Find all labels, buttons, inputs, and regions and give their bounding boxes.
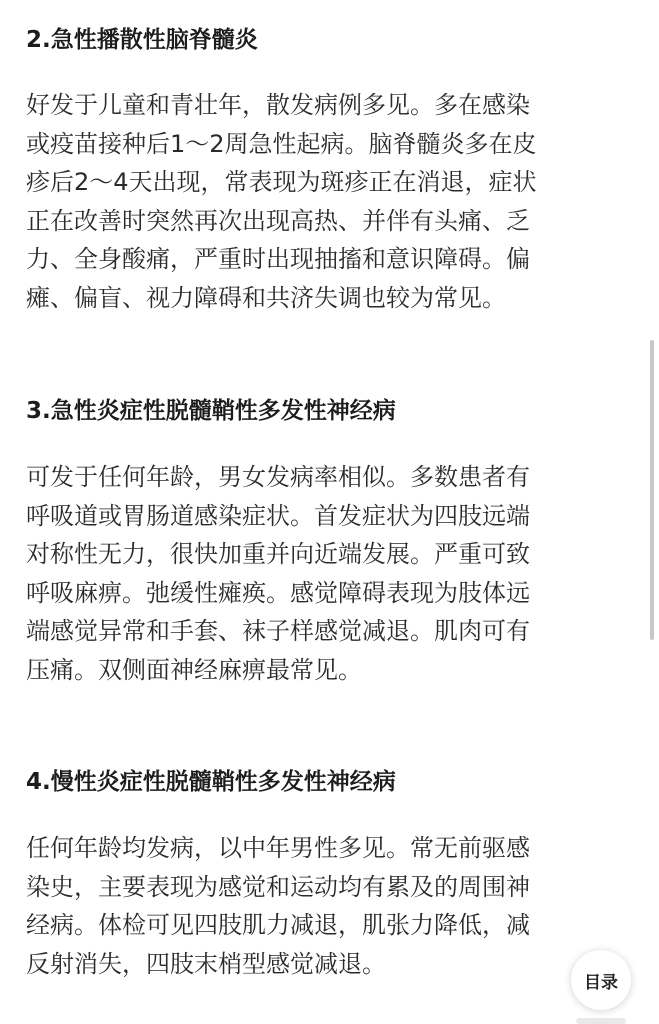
section-heading-4: 4.慢性炎症性脱髓鞘性多发性神经病 [26, 769, 396, 795]
paragraph-line: 反射消失，四肢末梢型感觉减退。 [26, 949, 386, 978]
paragraph-line: 呼吸道或胃肠道感染症状。首发症状为四肢远端 [26, 501, 530, 530]
paragraph-line: 力、全身酸痛，严重时出现抽搐和意识障碍。偏 [26, 245, 530, 273]
paragraph-line: 任何年龄均发病，以中年男性多见。常无前驱感 [26, 834, 530, 862]
paragraph-line: 好发于儿童和青壮年，散发病例多见。多在感染 [26, 91, 530, 119]
paragraph-line: 或疫苗接种后1～2周急性起病。脑脊髓炎多在皮 [26, 129, 537, 158]
paragraph-line: 经病。体检可见四肢肌力减退，肌张力降低，减 [26, 911, 530, 939]
bottom-handle [576, 1018, 626, 1024]
paragraph-line: 正在改善时突然再次出现高热、并伴有头痛、乏 [26, 206, 530, 235]
section-paragraph-2 [26, 86, 537, 317]
toc-button[interactable] [571, 950, 631, 1010]
paragraph-line: 瘫、偏盲、视力障碍和共济失调也较为常见。 [26, 283, 506, 312]
section-heading-3: 3.急性炎症性脱髓鞘性多发性神经病 [26, 398, 396, 424]
toc-button-label: 目录 [584, 972, 618, 993]
paragraph-line: 可发于任何年龄，男女发病率相似。多数患者有 [26, 463, 530, 491]
section-paragraph-3 [26, 458, 530, 689]
section-paragraph-4 [26, 829, 530, 983]
paragraph-line: 压痛。双侧面神经麻痹最常见。 [26, 655, 362, 684]
section-heading-2: 2.急性播散性脑脊髓炎 [26, 27, 258, 53]
paragraph-line: 疹后2～4天出现，常表现为斑疹正在消退，症状 [26, 168, 537, 196]
paragraph-line: 染史，主要表现为感觉和运动均有累及的周围神 [26, 872, 530, 901]
scrollbar[interactable] [650, 340, 654, 640]
paragraph-line: 端感觉异常和手套、袜子样感觉减退。肌肉可有 [26, 617, 530, 645]
paragraph-line: 对称性无力，很快加重并向近端发展。严重可致 [26, 540, 530, 568]
paragraph-line: 呼吸麻痹。弛缓性瘫痪。感觉障碍表现为肢体远 [26, 578, 530, 607]
